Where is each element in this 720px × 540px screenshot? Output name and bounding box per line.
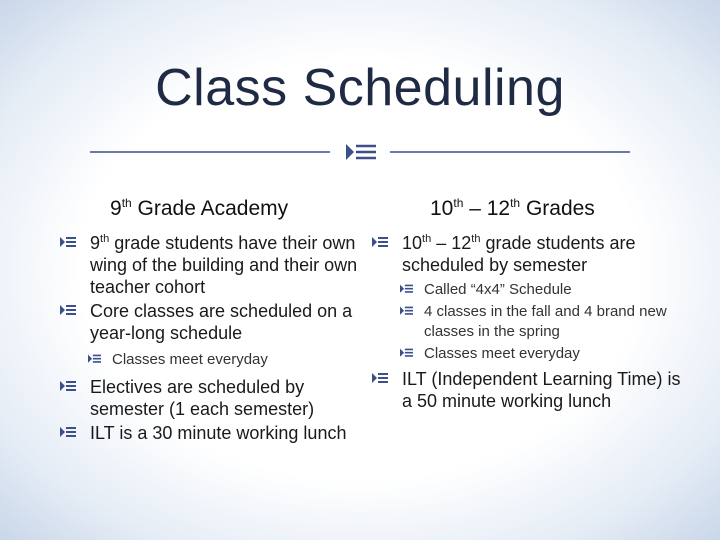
bullet-icon	[60, 379, 76, 395]
list-item	[372, 232, 692, 276]
item-text: Electives are scheduled by semester (1 each semester)	[90, 377, 315, 419]
right-column	[372, 232, 692, 414]
item-text: ILT (Independent Learning Time) is a 50 minute working lunch	[402, 369, 681, 411]
bullet-icon	[372, 235, 388, 251]
sub-item-text: Called “4x4” Schedule	[424, 281, 572, 298]
list-item	[60, 232, 380, 298]
item-text: Core classes are scheduled on a year-long schedule	[90, 301, 353, 343]
heading-number-a: 10	[430, 197, 454, 220]
slide-title: Class Scheduling	[155, 59, 565, 117]
sub-list-item	[400, 280, 692, 300]
heading-text: Grades	[520, 197, 595, 220]
item-number-b: – 12	[431, 233, 472, 253]
item-text: grade students have their own wing of the building and their own teacher cohort	[90, 233, 358, 297]
heading-number-b: – 12	[463, 197, 511, 220]
list-item	[60, 422, 380, 444]
bullet-icon	[88, 353, 101, 366]
list-icon	[346, 144, 376, 160]
item-text: ILT is a 30 minute working lunch	[90, 423, 347, 443]
item-text: grade students are scheduled by semester	[402, 233, 636, 275]
left-column-heading	[110, 196, 288, 221]
bullet-icon	[400, 347, 413, 360]
item-suffix-a: th	[422, 233, 432, 245]
list-item	[60, 300, 380, 344]
right-column-heading	[430, 196, 595, 221]
bullet-icon	[400, 305, 413, 318]
sub-list-item	[88, 350, 380, 370]
heading-suffix: th	[121, 196, 132, 210]
list-item	[60, 376, 380, 420]
bullet-icon	[60, 235, 76, 251]
heading-number: 9	[110, 197, 122, 220]
title-divider	[90, 138, 630, 166]
bullet-icon	[400, 283, 413, 296]
item-number: 9	[90, 233, 101, 253]
bullet-icon	[60, 303, 76, 319]
item-number-a: 10	[402, 233, 423, 253]
sub-item-text: Classes meet everyday	[112, 351, 268, 368]
sub-list-item	[400, 344, 692, 364]
heading-suffix-a: th	[453, 196, 464, 210]
sub-list-item	[400, 302, 692, 342]
sub-item-text: Classes meet everyday	[424, 345, 580, 362]
item-suffix: th	[100, 233, 110, 245]
bullet-icon	[60, 425, 76, 441]
list-item	[372, 368, 692, 412]
sub-item-text: 4 classes in the fall and 4 brand new classes in the spring	[424, 303, 667, 340]
item-suffix-b: th	[471, 233, 481, 245]
left-column	[60, 232, 380, 446]
bullet-icon	[372, 371, 388, 387]
heading-suffix-b: th	[510, 196, 521, 210]
heading-text: Grade Academy	[131, 197, 289, 220]
